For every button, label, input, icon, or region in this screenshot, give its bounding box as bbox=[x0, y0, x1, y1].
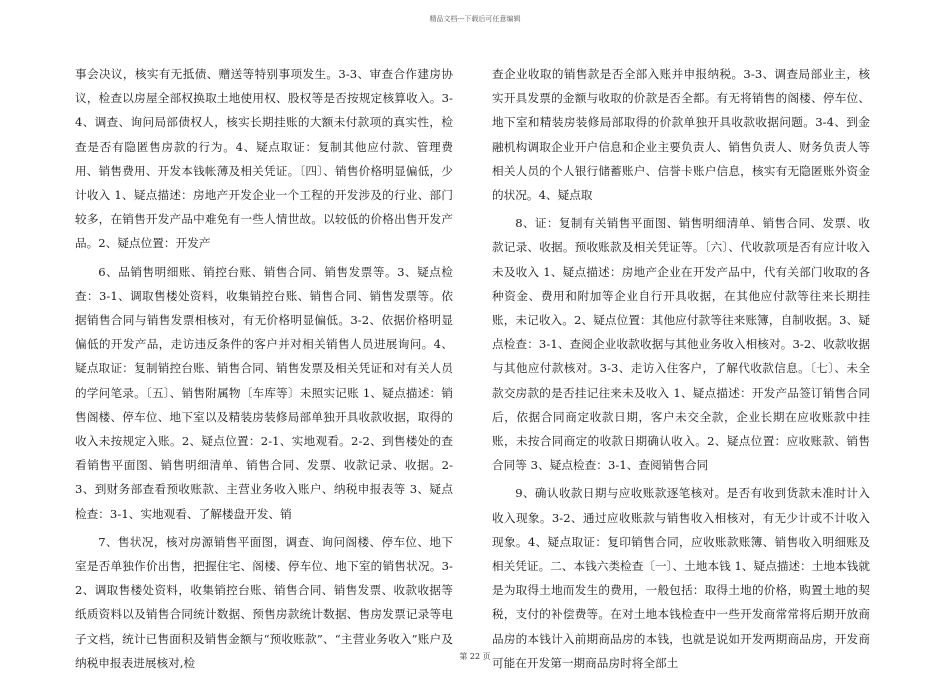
paragraph: 查企业收取的销售款是否全部入账并申报纳税。3-3、调查局部业主，核实开具发票的金额与收取的价款是否全都。有无将销售的阁楼、停车位、地下室和精装房装修局部取得的价款单独开具收款收据问题。3-4、到金融机构调取企业开户信息和企业主要负责人、销售负责人、财务负责人等相关人员的个人银行储蓄账户、信誉卡账户信息，核实有无隐匿账外资金的状况。4、疑点取 bbox=[492, 67, 870, 203]
paragraph: 事会决议，核实有无抵债、赠送等特别事项发生。3-3、审查合作建房协议，检查以房屋全部权换取土地使用权、股权等是否按规定核算收入。3-4、调查、询问局部债权人，核实长期挂账的大额未付款项的真实性，检查是否有隐匿售房款的行为。4、疑点取证：复制其他应付款、管理费用、销售费用、开发本钱帐薄及相关凭证。〔四〕、销售价格明显偏低，少计收入 1、疑点描述：房地产开发企业一个工程的开发涉及的行业、部门较多，在销售开发产品中难免有一些人情世故。以较低的价格出售开发产品。2、疑点位置：开发产 bbox=[75, 67, 453, 251]
paragraph: 6、品销售明细账、销控台账、销售合同、销售发票等。3、疑点检查：3-1、调取售楼处资料，收集销控台账、销售合同、销售发票等。依据销售合同与销售发票相核对，有无价格明显偏低。3-2、依据价格明显偏低的开发产品，走访违反条件的客户并对相关销售人员进展询问。4、疑点取证：复制销控台账、销售合同、销售发票及相关凭证和对有关人员的学问笔录。〔五〕、销售附属物〔车库等〕未照实记账 1、疑点描述：销售阁楼、停车位、地下室以及精装房装修局部单独开具收款收据，取得的收入未按规定入账。2、疑点位置：2-1、实地观看。2-2、到售楼处的查看销售平面图、销售明细清单、销售合同、发票、收款记录、收据。2-3、到财务部查看预收账款、主营业务收入账户、纳税申报表等 3、疑点检查：3-1、实地观看、了解楼盘开发、销 bbox=[75, 264, 453, 521]
paragraph: 9、确认收款日期与应收账款逐笔核对。是否有收到货款未准时计入收入现象。3-2、通过应收账款与销售收入相核对，有无少计或不计收入现象。4、疑点取证：复印销售合同，应收账款账簿、销售收入明细账及相关凭证。二、本钱六类检查〔一〕、土地本钱 1、疑点描述：土地本钱就是为取得土地而发生的费用，一般包括：取得土地的价格，购置土地的契税，支付的补偿费等。在对土地本钱检查中一些开发商常常将后期开放商品房的本钱计入前期商品房的本钱，也就是说如开发两期商品房，开发商可能在开发第一期商品房时将全部土 bbox=[492, 486, 870, 670]
page-number: 第 22 页 bbox=[459, 652, 491, 661]
paragraph: 8、证：复制有关销售平面图、销售明细清单、销售合同、发票、收款记录、收据。预收账款及相关凭证等。〔六〕、代收款项是否有应计收入未及收入 1、疑点描述：房地产企业在开发产品中，代有关部门收取的各种资金、费用和附加等企业自行开具收据，在其他应付款等往来长期挂账，未记收入。2、疑点位置：其他应付款等往来账簿，自制收据。3、疑点检查：3-1、查阅企业收款收据与其他业务收入相核对。3-2、收款收据与其他应付款核对。3-3、走访入住客户，了解代收款信息。〔七〕、未全款交房款的是否挂记往来未及收入 1、疑点描述：开发产品签订销售合同后，依据合同商定收款日期，客户未交全款，企业长期在应收账款中挂账，未按合同商定的收款日期确认收入。2、疑点位置：应收账款、销售合同等 3、疑点检查：3-1、查阅销售合同 bbox=[492, 216, 870, 473]
right-column bbox=[492, 62, 870, 675]
page-header: 精品文档---下载后可任意编辑 bbox=[429, 15, 521, 23]
left-column bbox=[75, 62, 453, 675]
paragraph: 7、售状况，核对房源销售平面图，调查、询问阁楼、停车位、地下室是否单独作价出售，把握住宅、阁楼、停车位、地下室的销售状况。3-2、调取售楼处资料，收集销控台账、销售合同、销售发票、收款收据等纸质资料以及销售合同统计数据、预售房款统计数据、售房发票记录等电子文档，统计已售面积及销售金额与“预收账款”、“主营业务收入”账户及纳税申报表进展核对,检 bbox=[75, 534, 453, 670]
